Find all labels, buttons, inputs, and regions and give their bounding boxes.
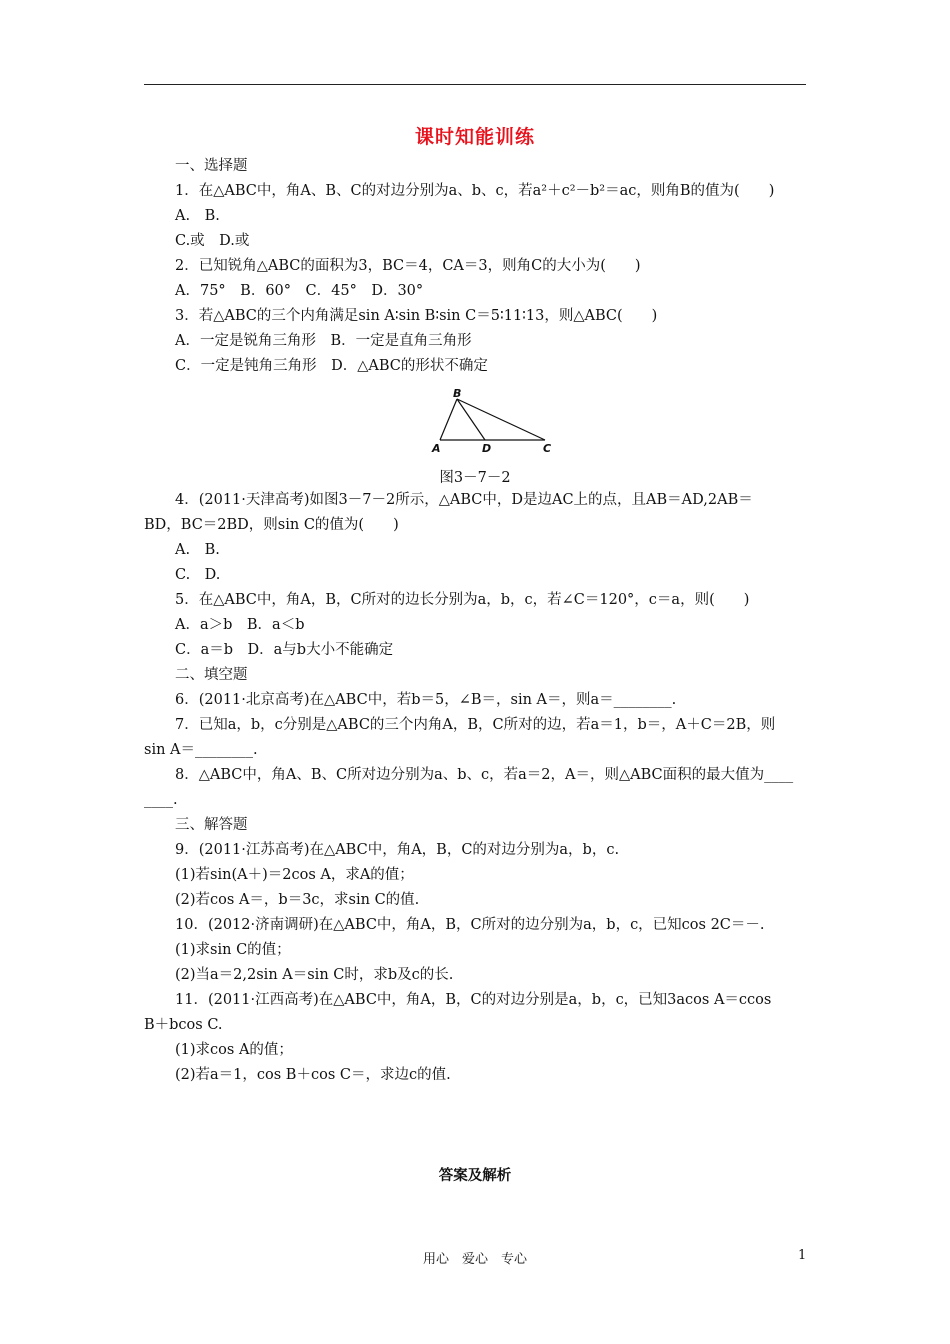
question-11-part-1: (1)求cos A的值； bbox=[175, 1042, 293, 1058]
question-7-cont: sin A＝________. bbox=[144, 742, 258, 758]
answer-heading: 答案及解析 bbox=[438, 1167, 512, 1184]
page-number: 1 bbox=[798, 1248, 807, 1263]
q5-options-ab: A．a＞b B．a＜b bbox=[175, 617, 305, 633]
question-9: 9．(2011·江苏高考)在△ABC中，角A，B，C的对边分别为a，b，c. bbox=[175, 842, 620, 858]
figure-caption: 图3－7－2 bbox=[439, 470, 511, 486]
question-4: 4．(2011·天津高考)如图3－7－2所示，△ABC中，D是边AC上的点，且AB＝AD,2AB＝ bbox=[175, 492, 753, 508]
question-2: 2．已知锐角△ABC的面积为3，BC＝4，CA＝3，则角C的大小为( ) bbox=[175, 258, 641, 274]
segment-bc bbox=[457, 399, 545, 440]
question-10: 10．(2012·济南调研)在△ABC中，角A，B，C所对的边分别为a，b，c，已知cos 2C＝－. bbox=[175, 917, 765, 933]
point-label-d: D bbox=[482, 442, 492, 455]
q1-options-cd: C.或 D.或 bbox=[175, 233, 250, 249]
segment-ab bbox=[440, 399, 457, 440]
vertex-label-c: C bbox=[543, 442, 552, 455]
question-1: 1．在△ABC中，角A、B、C的对边分别为a、b、c，若a²＋c²－b²＝ac，则角B的值为( ) bbox=[175, 183, 775, 199]
question-9-part-2: (2)若cos A＝，b＝3c，求sin C的值. bbox=[175, 892, 420, 908]
page-title: 课时知能训练 bbox=[414, 126, 535, 148]
header-rule bbox=[144, 84, 806, 85]
question-5: 5．在△ABC中，角A，B，C所对的边长分别为a，b，c，若∠C＝120°，c＝a，则( ) bbox=[175, 592, 750, 608]
question-11: 11．(2011·江西高考)在△ABC中，角A，B，C的对边分别是a，b，c，已知3acos A＝ccos bbox=[175, 992, 772, 1008]
q2-options: A．75° B．60° C．45° D．30° bbox=[175, 283, 424, 299]
vertex-label-a: A bbox=[432, 442, 441, 455]
q4-options-cd: C. D. bbox=[175, 567, 221, 583]
question-11-cont: B＋bcos C. bbox=[144, 1017, 223, 1033]
question-6: 6．(2011·北京高考)在△ABC中，若b＝5，∠B＝，sin A＝，则a＝________. bbox=[175, 692, 677, 708]
question-11-part-2: (2)若a＝1，cos B＋cos C＝，求边c的值. bbox=[175, 1067, 451, 1083]
question-4-cont: BD，BC＝2BD，则sin C的值为( ) bbox=[144, 517, 399, 533]
question-3: 3．若△ABC的三个内角满足sin A∶sin B∶sin C＝5∶11∶13，则△ABC( ) bbox=[175, 308, 658, 324]
q3-options-cd: C．一定是钝角三角形 D．△ABC的形状不确定 bbox=[175, 358, 488, 374]
page-footer: 用心 爱心 专心 bbox=[422, 1252, 527, 1267]
q5-options-cd: C．a＝b D．a与b大小不能确定 bbox=[175, 642, 394, 658]
question-9-part-1: (1)若sin(A＋)＝2cos A，求A的值； bbox=[175, 867, 414, 883]
question-8-cont: ____. bbox=[144, 792, 178, 808]
q4-options-ab: A. B. bbox=[175, 542, 220, 558]
question-7: 7．已知a，b，c分别是△ABC的三个内角A，B，C所对的边，若a＝1，b＝，A＋C＝2B，则 bbox=[175, 717, 776, 733]
question-10-part-1: (1)求sin C的值； bbox=[175, 942, 291, 958]
q3-options-ab: A．一定是锐角三角形 B．一定是直角三角形 bbox=[175, 333, 472, 349]
section-heading-fill: 二、填空题 bbox=[175, 667, 248, 683]
question-10-part-2: (2)当a＝2,2sin A＝sin C时，求b及c的长. bbox=[175, 967, 454, 983]
section-heading-choice: 一、选择题 bbox=[175, 158, 248, 174]
question-8: 8．△ABC中，角A、B、C所对边分别为a、b、c，若a＝2，A＝，则△ABC面积的最大值为____ bbox=[175, 767, 794, 783]
triangle-figure bbox=[426, 386, 556, 456]
vertex-label-b: B bbox=[453, 387, 462, 400]
section-heading-solve: 三、解答题 bbox=[175, 817, 248, 833]
q1-options-ab: A. B. bbox=[175, 208, 220, 224]
